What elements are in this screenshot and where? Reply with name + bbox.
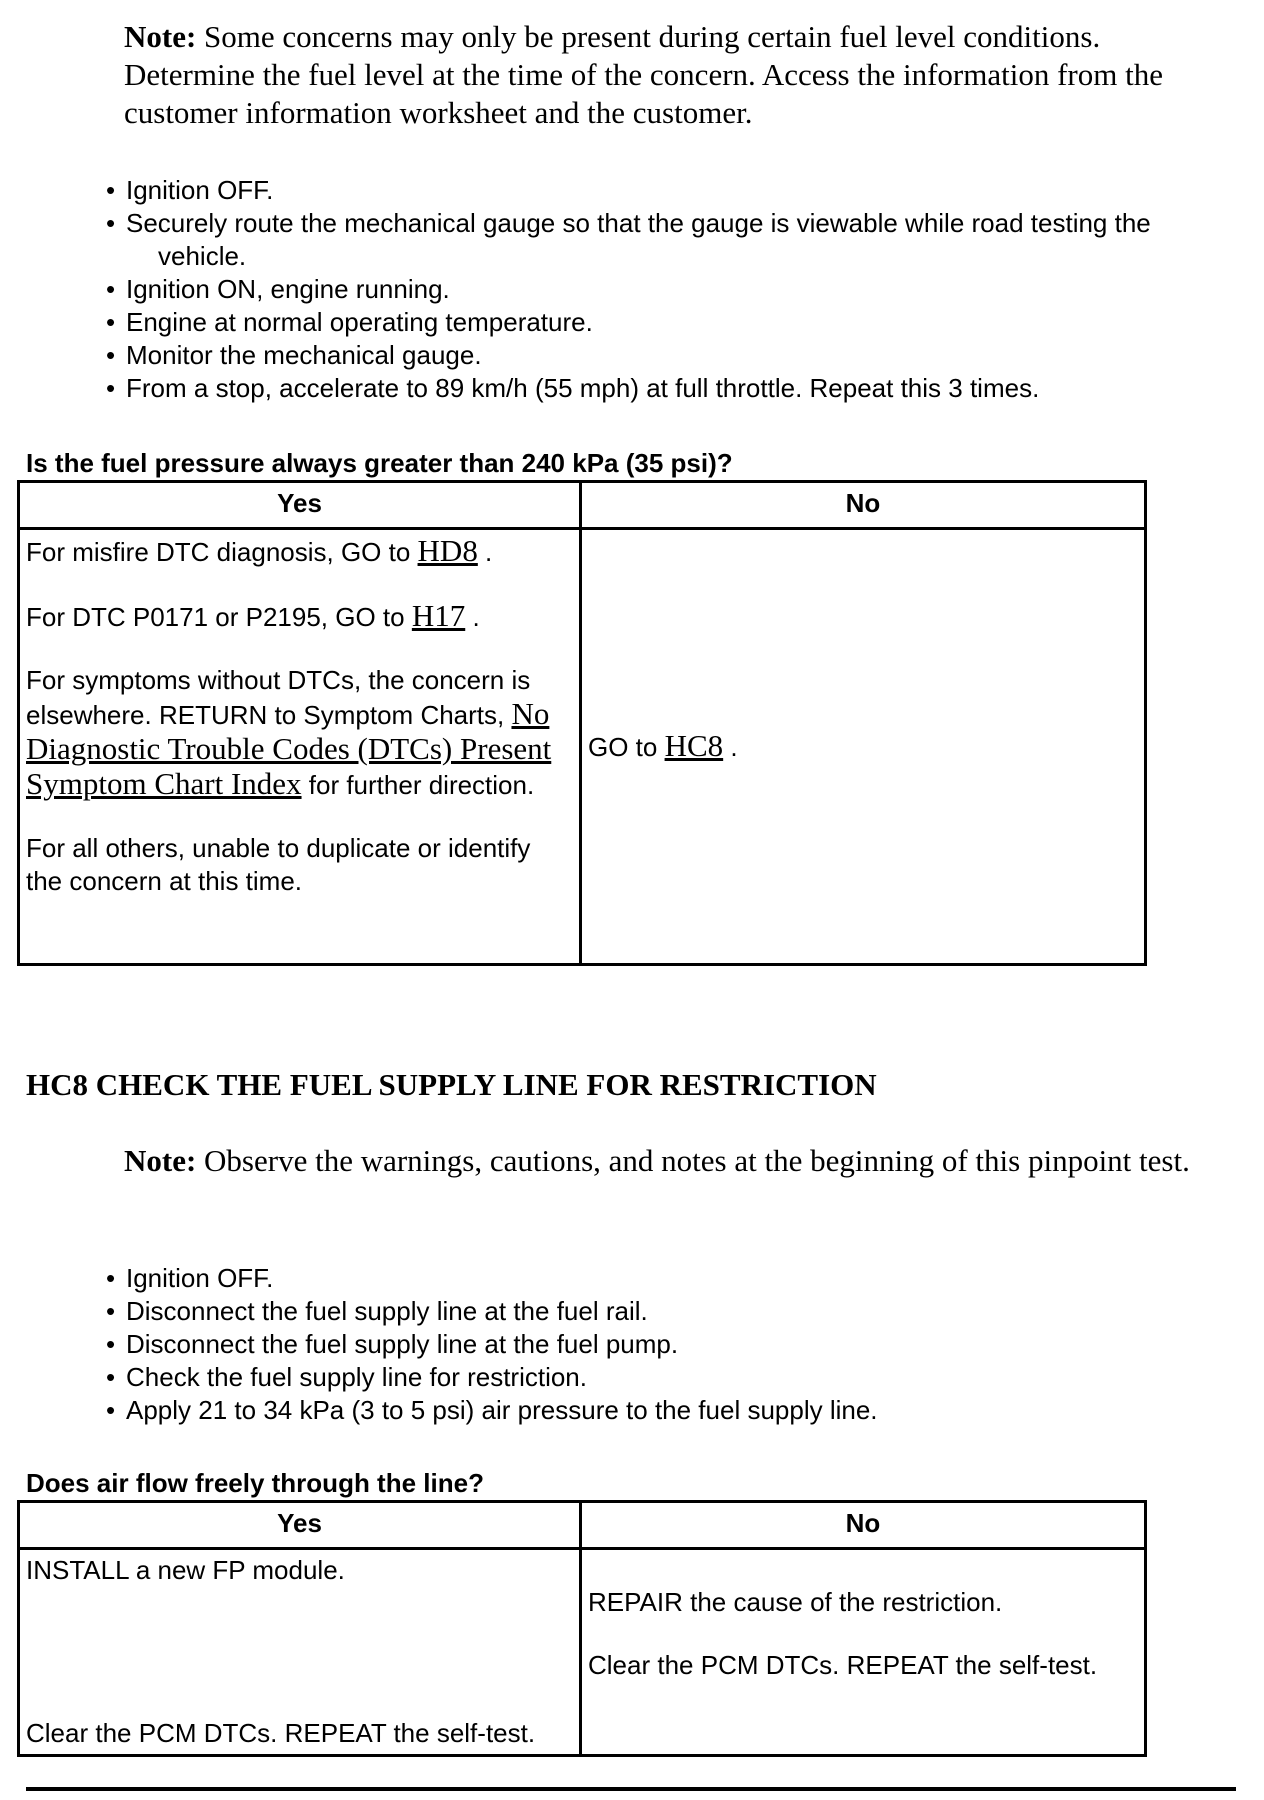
step-item: • From a stop, accelerate to 89 km/h (55 mph) at full throttle. Repeat this 3 times.: [106, 372, 1236, 405]
step-item: • Apply 21 to 34 kPa (3 to 5 psi) air pressure to the fuel supply line.: [106, 1394, 1236, 1427]
note-2-text: Observe the warnings, cautions, and notes at the beginning of this pinpoint test.: [196, 1143, 1190, 1178]
table-header-row: [19, 1502, 1146, 1549]
yes-install-text: INSTALL a new FP module.: [26, 1555, 345, 1585]
question-2: Does air flow freely through the line?: [26, 1468, 484, 1498]
table-row: [19, 1549, 1146, 1756]
yes-paragraph: For DTC P0171 or P2195, GO to H17 .: [26, 598, 480, 633]
step-item: • Disconnect the fuel supply line at the fuel pump.: [106, 1328, 1236, 1361]
note-2-label: Note:: [124, 1143, 197, 1178]
steps-list-1: [106, 174, 1236, 405]
no-clear-text: Clear the PCM DTCs. REPEAT the self-test.: [588, 1650, 1098, 1680]
yes-paragraph: For symptoms without DTCs, the concern is elsewhere. RETURN to Symptom Charts, No Diagnostic Trouble Codes (DTCs) Present Symptom Chart Index for further direction.: [26, 665, 552, 801]
no-header: No: [581, 482, 1146, 529]
no-cell: [581, 1549, 1146, 1756]
step-item: • Monitor the mechanical gauge.: [106, 339, 1236, 372]
bottom-divider: [26, 1787, 1236, 1791]
step-item: • Check the fuel supply line for restriction.: [106, 1361, 1236, 1394]
yes-clear-text: Clear the PCM DTCs. REPEAT the self-test.: [26, 1718, 536, 1748]
steps-list-2: [106, 1262, 1236, 1427]
note-2: [124, 1142, 1234, 1180]
symptom-chart-index-link[interactable]: No Diagnostic Trouble Codes (DTCs) Present Symptom Chart Index: [26, 696, 552, 801]
note-1: [124, 18, 1234, 132]
note-1-text: Some concerns may only be present during certain fuel level conditions. Determine the fuel level at the time of the concern. Access the information from the customer information worksheet and the customer.: [124, 19, 1163, 130]
step-item: • Ignition OFF.: [106, 174, 1236, 207]
step-item: • Securely route the mechanical gauge so that the gauge is viewable while road testing the vehicle.: [106, 207, 1236, 273]
yes-header: Yes: [19, 1502, 581, 1549]
step-item: • Ignition ON, engine running.: [106, 273, 1236, 306]
step-item: • Disconnect the fuel supply line at the fuel rail.: [106, 1295, 1236, 1328]
yes-cell: [19, 1549, 581, 1756]
yes-paragraph: For all others, unable to duplicate or identify the concern at this time.: [26, 833, 531, 896]
h17-link[interactable]: H17: [411, 598, 466, 633]
step-item: • Ignition OFF.: [106, 1262, 1236, 1295]
step-item: • Engine at normal operating temperature.: [106, 306, 1236, 339]
hd8-link[interactable]: HD8: [417, 533, 478, 568]
no-header: No: [581, 1502, 1146, 1549]
decision-table-2: [17, 1500, 1147, 1757]
yes-cell: [19, 529, 581, 965]
note-1-label: Note:: [124, 19, 197, 54]
table-row: [19, 529, 1146, 965]
yes-paragraph: For misfire DTC diagnosis, GO to HD8 .: [26, 533, 493, 568]
no-repair-text: REPAIR the cause of the restriction.: [588, 1587, 1003, 1617]
no-cell: GO to HC8 .: [581, 529, 1146, 965]
question-1: Is the fuel pressure always greater than 240 kPa (35 psi)?: [26, 448, 733, 478]
section-title: HC8 CHECK THE FUEL SUPPLY LINE FOR RESTRICTION: [26, 1067, 877, 1102]
decision-table-1: [17, 480, 1147, 966]
hc8-link[interactable]: HC8: [664, 728, 724, 763]
table-header-row: [19, 482, 1146, 529]
yes-header: Yes: [19, 482, 581, 529]
